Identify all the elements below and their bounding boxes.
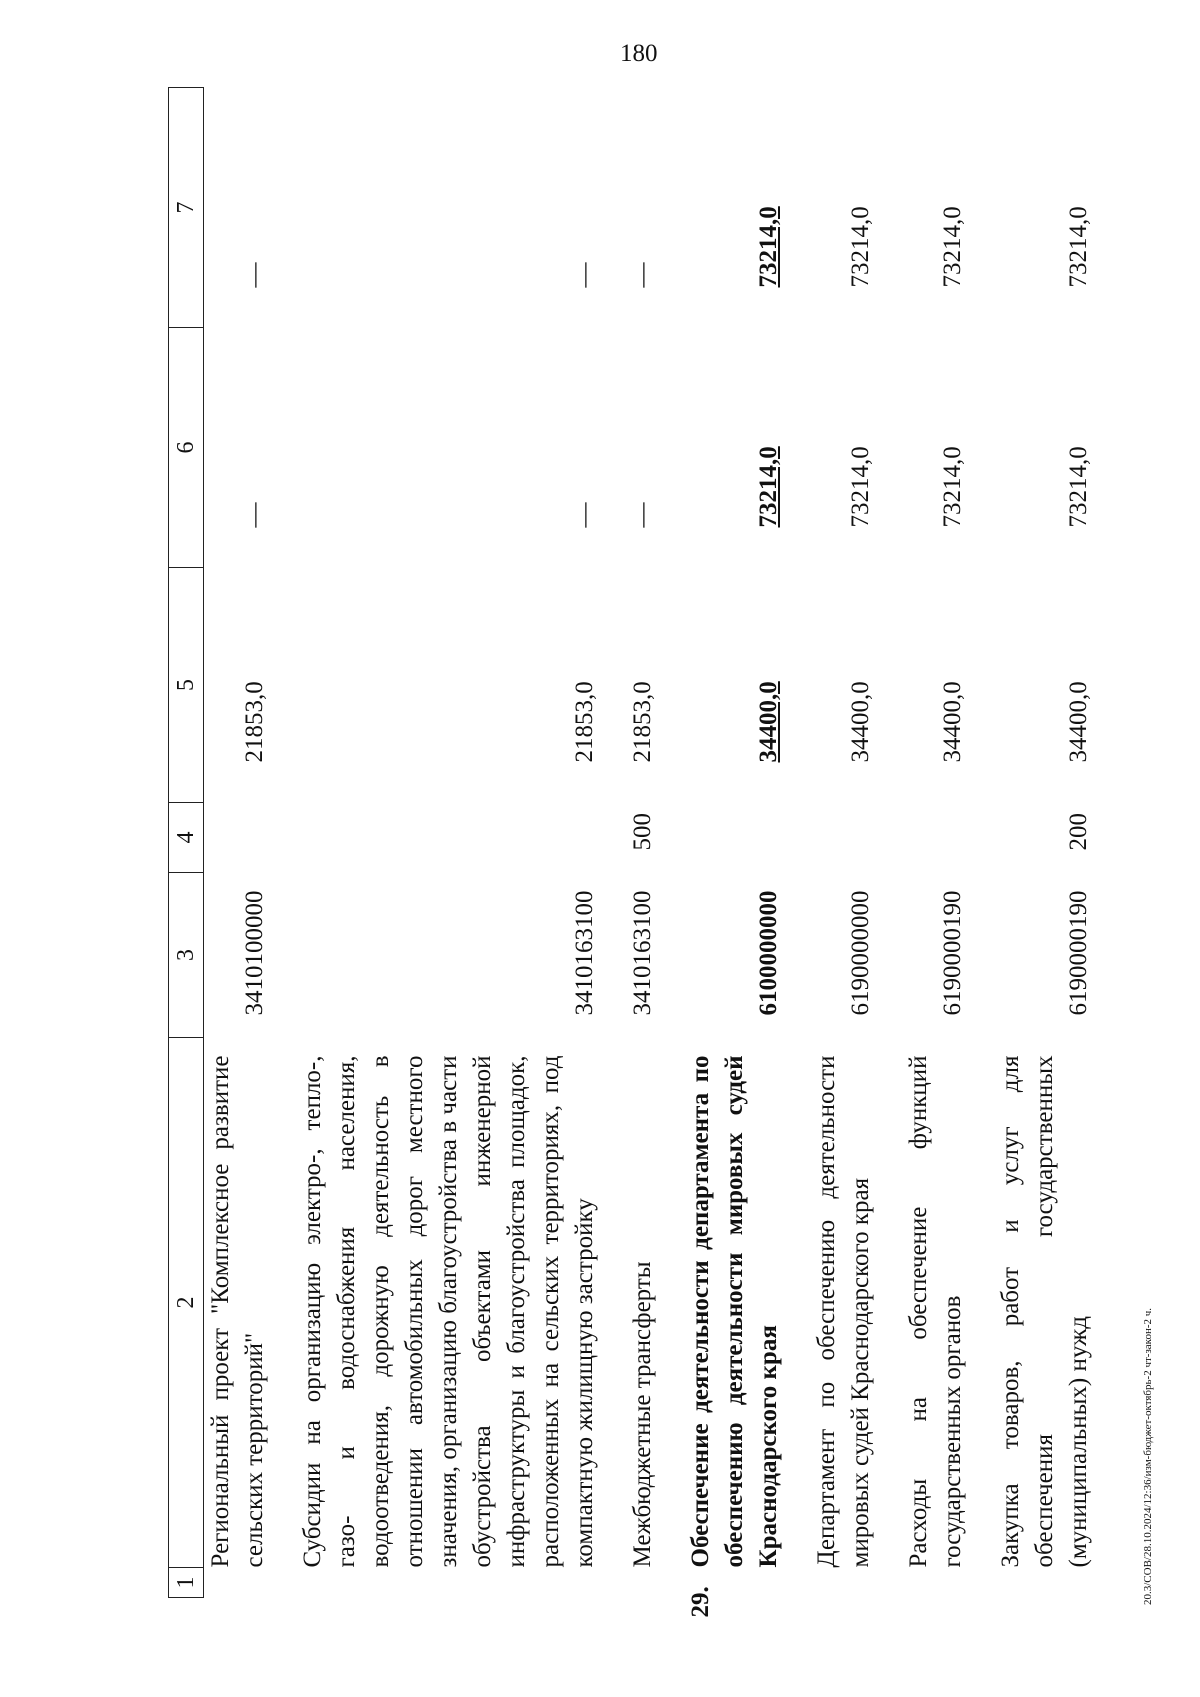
header-col-6: 6 [169, 328, 204, 568]
section-title: Обеспечение деятельности департамента по обеспечению деятельности мировых судей Краснодарского края [687, 1055, 782, 1568]
row-value-6: — [629, 502, 656, 528]
row-name: Региональный проект "Комплексное развитие сельских территорий" [207, 1055, 268, 1568]
row-name: Закупка товаров, работ и услуг для обеспечения государственных (муниципальных) нужд [997, 1055, 1092, 1568]
row-code: 3410100000 [241, 890, 268, 1016]
header-col-4: 4 [169, 803, 204, 873]
footer-document-code [1142, 1307, 1154, 1615]
row-value-6: — [571, 502, 598, 528]
row-value-7: 73214,0 [847, 206, 874, 288]
row-name: Субсидии на организацию электро-, тепло-, газо- и водоснабжения населения, водоотведения, дорожную деятельность в отношении автомобильных дорог местного значения, организацию благоустройства в части обустройства объектами инженерной инфраструктуры и благоустройства площадок, расположенных на сельских территориях, под компактную жилищную застройку [299, 1055, 598, 1568]
header-col-3: 3 [169, 873, 204, 1038]
row-value-5: 34400,0 [1065, 681, 1092, 763]
table-row [272, 88, 602, 1598]
row-value-7: — [629, 262, 656, 288]
row-value-6: — [241, 502, 268, 528]
budget-table [168, 87, 1096, 1618]
row-value-5: 34400,0 [939, 681, 966, 763]
table-header [169, 88, 204, 1598]
row-code: 6190000000 [847, 890, 874, 1016]
row-value-5: 21853,0 [241, 681, 268, 763]
row-value-5: 21853,0 [629, 681, 656, 763]
row-value-7: 73214,0 [939, 206, 966, 288]
row-value-7: 73214,0 [755, 206, 782, 288]
row-value-7: 73214,0 [1065, 206, 1092, 288]
row-code: 6100000000 [755, 890, 782, 1016]
row-value-7: — [571, 262, 598, 288]
row-name-bold [660, 1038, 786, 1618]
table-row [970, 88, 1096, 1598]
table-row-section [660, 88, 786, 1598]
row-value-7: — [241, 262, 268, 288]
row-value-6: 73214,0 [939, 446, 966, 528]
header-col-7: 7 [169, 88, 204, 328]
row-value-5: 21853,0 [571, 681, 598, 763]
header-col-5: 5 [169, 568, 204, 803]
row-type: 200 [1065, 813, 1092, 851]
row-name: Расходы на обеспечение функций государственных органов [905, 1055, 966, 1568]
table-row [602, 88, 660, 1598]
row-value-6: 73214,0 [1065, 446, 1092, 528]
row-value-5: 34400,0 [755, 681, 782, 763]
header-col-1: 1 [169, 1568, 204, 1598]
table-row [204, 88, 273, 1598]
row-value-6: 73214,0 [755, 446, 782, 528]
row-code: 3410163100 [571, 890, 598, 1016]
section-number: 29. [687, 1586, 714, 1618]
row-code: 6190000190 [939, 890, 966, 1016]
header-col-2: 2 [169, 1038, 204, 1568]
table-body [204, 88, 1097, 1618]
row-name: Департамент по обеспечению деятельности мировых судей Краснодарского края [813, 1055, 874, 1568]
row-type [878, 803, 970, 873]
row-type [660, 803, 786, 873]
row-code: 6190000190 [1065, 890, 1092, 1016]
row-value-6: 73214,0 [847, 446, 874, 528]
row-code: 3410163100 [629, 890, 656, 1016]
row-type [204, 803, 273, 873]
row-name: Межбюджетные трансферты [629, 1261, 656, 1568]
table-row [878, 88, 970, 1598]
page-number: 180 [620, 40, 658, 67]
table-row [786, 88, 878, 1598]
row-type: 500 [629, 813, 656, 851]
row-type [272, 803, 602, 873]
footer-code-text: 20.3/СОВ/28.10.2024/12:36/изм-бюджет-октябрь-2 чт-закон-2 ч. [1142, 1307, 1154, 1605]
row-value-5: 34400,0 [847, 681, 874, 763]
row-type [786, 803, 878, 873]
rotated-table-sheet [168, 88, 1092, 1618]
